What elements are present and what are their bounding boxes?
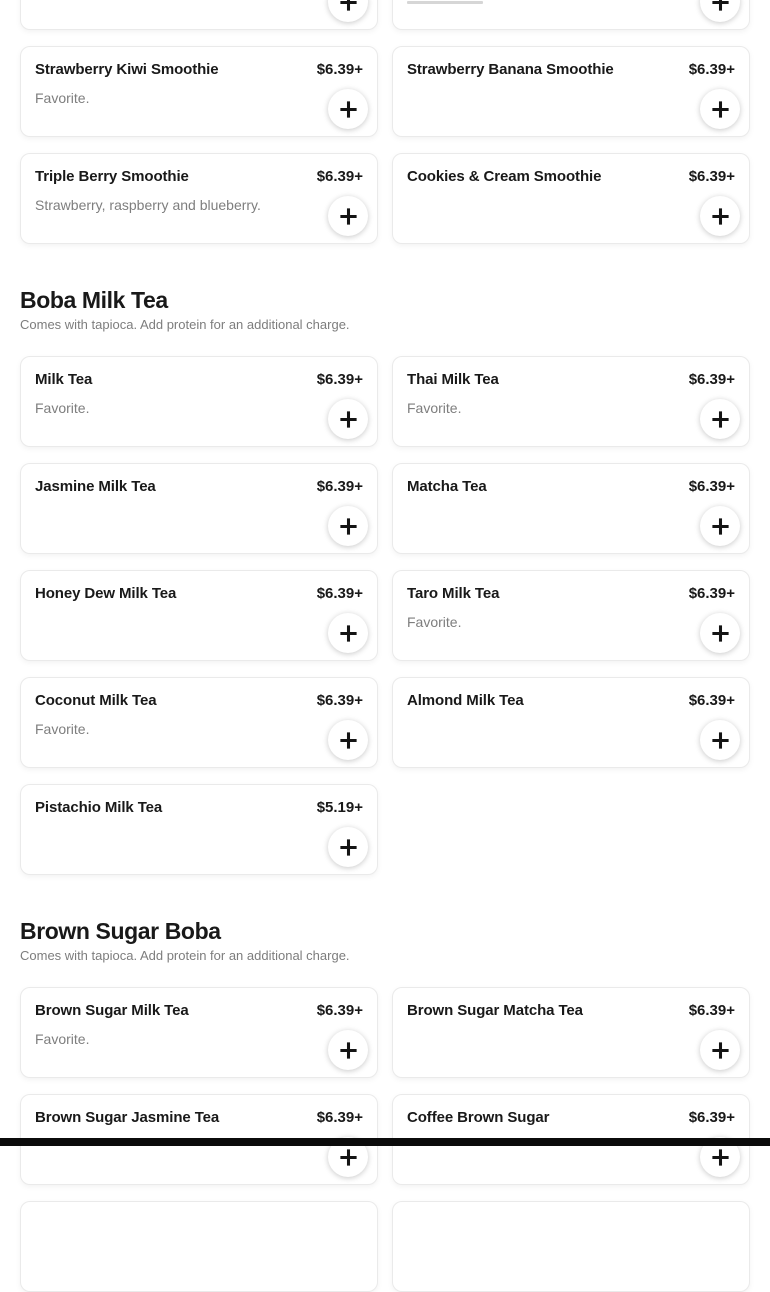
item-price: $6.39+ bbox=[316, 1002, 363, 1019]
item-title: Brown Sugar Milk Tea bbox=[35, 1002, 189, 1019]
plus-icon bbox=[710, 206, 731, 227]
plus-icon bbox=[338, 623, 359, 644]
add-item-button[interactable] bbox=[328, 0, 368, 22]
add-item-button[interactable] bbox=[700, 613, 740, 653]
menu-item-card[interactable] bbox=[20, 46, 378, 137]
section-title: Boba Milk Tea bbox=[20, 287, 168, 313]
item-price: $6.39+ bbox=[688, 61, 735, 78]
menu-item-card-partial[interactable] bbox=[392, 0, 750, 30]
item-title: Strawberry Kiwi Smoothie bbox=[35, 61, 219, 78]
menu-item-card[interactable] bbox=[392, 570, 750, 661]
plus-icon bbox=[338, 206, 359, 227]
section-smoothies-grid bbox=[20, 0, 750, 244]
item-description: Strawberry, raspberry and blueberry. bbox=[35, 197, 261, 213]
item-title: Brown Sugar Jasmine Tea bbox=[35, 1109, 220, 1126]
plus-icon bbox=[338, 1147, 359, 1168]
section-header-brown-sugar-boba bbox=[20, 917, 750, 964]
menu-item-card[interactable] bbox=[20, 463, 378, 554]
plus-icon bbox=[710, 1147, 731, 1168]
plus-icon bbox=[338, 409, 359, 430]
plus-icon bbox=[338, 0, 359, 13]
item-title: Coffee Brown Sugar bbox=[407, 1109, 550, 1126]
item-description: Favorite. bbox=[407, 614, 462, 630]
item-description: Favorite. bbox=[35, 721, 90, 737]
bottom-bar-partial bbox=[0, 1138, 770, 1146]
item-price: $5.19+ bbox=[316, 799, 363, 816]
menu-item-card[interactable] bbox=[392, 677, 750, 768]
add-item-button[interactable] bbox=[700, 720, 740, 760]
item-title: Cookies & Cream Smoothie bbox=[407, 168, 602, 185]
plus-icon bbox=[710, 99, 731, 120]
add-item-button[interactable] bbox=[328, 827, 368, 867]
item-price: $6.39+ bbox=[688, 1002, 735, 1019]
section-subtitle: Comes with tapioca. Add protein for an additional charge. bbox=[20, 317, 350, 332]
menu-item-card[interactable] bbox=[392, 463, 750, 554]
item-price: $6.39+ bbox=[688, 692, 735, 709]
item-title: Coconut Milk Tea bbox=[35, 692, 157, 709]
item-price: $6.39+ bbox=[688, 478, 735, 495]
item-description: Favorite. bbox=[35, 1031, 90, 1047]
menu-item-card[interactable] bbox=[392, 987, 750, 1078]
add-item-button[interactable] bbox=[328, 399, 368, 439]
menu-item-card[interactable] bbox=[392, 153, 750, 244]
item-title: Matcha Tea bbox=[407, 478, 487, 495]
item-price: $6.39+ bbox=[688, 585, 735, 602]
plus-icon bbox=[710, 409, 731, 430]
item-price: $6.39+ bbox=[316, 1109, 363, 1126]
item-description: Favorite. bbox=[407, 400, 462, 416]
add-item-button[interactable] bbox=[700, 506, 740, 546]
item-price: $6.39+ bbox=[316, 692, 363, 709]
plus-icon bbox=[710, 0, 731, 13]
section-subtitle: Comes with tapioca. Add protein for an additional charge. bbox=[20, 948, 350, 963]
menu-item-card-partial[interactable] bbox=[20, 1201, 378, 1292]
plus-icon bbox=[710, 1040, 731, 1061]
item-price: $6.39+ bbox=[688, 168, 735, 185]
menu-item-card[interactable] bbox=[20, 356, 378, 447]
item-price: $6.39+ bbox=[316, 168, 363, 185]
item-title: Milk Tea bbox=[35, 371, 93, 388]
plus-icon bbox=[338, 1040, 359, 1061]
menu-item-card-partial[interactable] bbox=[392, 1201, 750, 1292]
item-description: Favorite. bbox=[35, 400, 90, 416]
item-title: Jasmine Milk Tea bbox=[35, 478, 156, 495]
item-title: Honey Dew Milk Tea bbox=[35, 585, 177, 602]
item-price: $6.39+ bbox=[316, 371, 363, 388]
item-title: Taro Milk Tea bbox=[407, 585, 500, 602]
item-title: Thai Milk Tea bbox=[407, 371, 499, 388]
add-item-button[interactable] bbox=[700, 89, 740, 129]
menu-item-card-partial[interactable] bbox=[20, 0, 378, 30]
add-item-button[interactable] bbox=[700, 1030, 740, 1070]
item-title: Brown Sugar Matcha Tea bbox=[407, 1002, 583, 1019]
item-price: $6.39+ bbox=[688, 371, 735, 388]
plus-icon bbox=[710, 730, 731, 751]
plus-icon bbox=[338, 516, 359, 537]
plus-icon bbox=[338, 730, 359, 751]
plus-icon bbox=[710, 623, 731, 644]
plus-icon bbox=[710, 516, 731, 537]
menu-item-card[interactable] bbox=[20, 677, 378, 768]
section-boba-milk-tea-grid bbox=[20, 356, 750, 875]
item-price: $6.39+ bbox=[316, 478, 363, 495]
add-item-button[interactable] bbox=[328, 196, 368, 236]
add-item-button[interactable] bbox=[328, 89, 368, 129]
item-title: Almond Milk Tea bbox=[407, 692, 524, 709]
add-item-button[interactable] bbox=[328, 613, 368, 653]
section-title: Brown Sugar Boba bbox=[20, 918, 221, 944]
item-description: Favorite. bbox=[35, 90, 90, 106]
item-title: Strawberry Banana Smoothie bbox=[407, 61, 614, 78]
add-item-button[interactable] bbox=[700, 0, 740, 22]
section-header-boba-milk-tea bbox=[20, 286, 750, 333]
menu-item-card[interactable] bbox=[20, 570, 378, 661]
menu-item-card[interactable] bbox=[20, 784, 378, 875]
item-price: $6.39+ bbox=[316, 585, 363, 602]
menu-item-card[interactable] bbox=[392, 356, 750, 447]
plus-icon bbox=[338, 99, 359, 120]
item-title: Pistachio Milk Tea bbox=[35, 799, 163, 816]
add-item-button[interactable] bbox=[700, 399, 740, 439]
add-item-button[interactable] bbox=[328, 720, 368, 760]
add-item-button[interactable] bbox=[328, 506, 368, 546]
clipped-description bbox=[407, 1, 483, 4]
menu-item-card[interactable] bbox=[20, 153, 378, 244]
add-item-button[interactable] bbox=[328, 1030, 368, 1070]
add-item-button[interactable] bbox=[700, 196, 740, 236]
menu-item-card[interactable] bbox=[20, 987, 378, 1078]
item-title: Triple Berry Smoothie bbox=[35, 168, 189, 185]
item-price: $6.39+ bbox=[688, 1109, 735, 1126]
item-price: $6.39+ bbox=[316, 61, 363, 78]
plus-icon bbox=[338, 837, 359, 858]
menu-item-card[interactable] bbox=[392, 46, 750, 137]
